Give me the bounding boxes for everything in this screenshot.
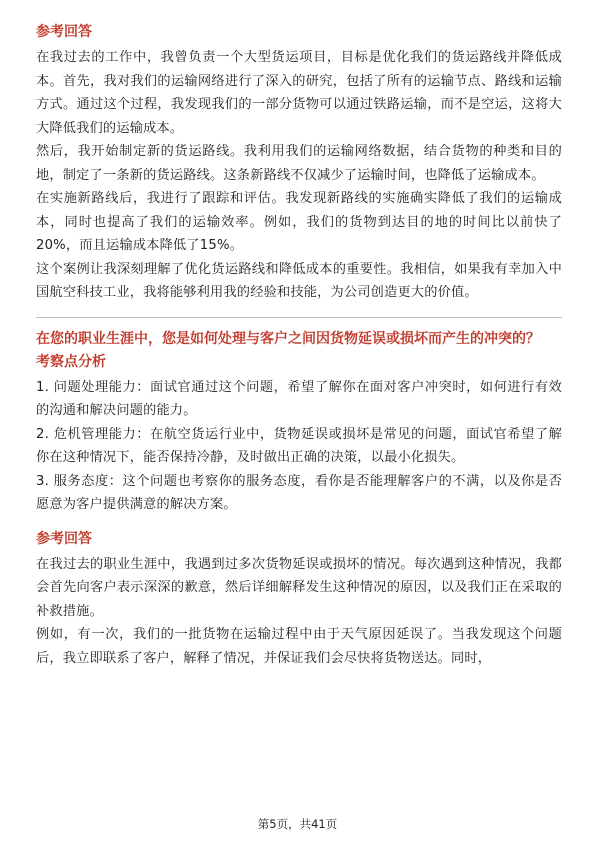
answer-paragraph: 在我过去的工作中，我曾负责一个大型货运项目，目标是优化我们的货运路线并降低成本。首先，我对我们的运输网络进行了深入的研究，包括了所有的运输节点、路线和运输方式。通过这个过程，我发现我们的一部分货物可以通过铁路运输，而不是空运，这将大大降低我们的运输成本。	[36, 50, 562, 136]
analysis-heading: 考察点分析	[36, 353, 106, 370]
page-content	[36, 22, 562, 670]
answer-paragraph: 这个案例让我深刻理解了优化货运路线和降低成本的重要性。我相信，如果我有幸加入中国航空科技工业，我将能够利用我的经验和技能，为公司创造更大的价值。	[36, 261, 562, 300]
interview-question: 在您的职业生涯中，您是如何处理与客户之间因货物延误或损坏而产生的冲突的？	[36, 330, 540, 347]
analysis-item: 3. 服务态度：这个问题也考察你的服务态度，看你是否能理解客户的不满，以及你是否愿意为客户提供满意的解决方案。	[36, 473, 562, 512]
answer-paragraph: 在实施新路线后，我进行了跟踪和评估。我发现新路线的实施确实降低了我们的运输成本，同时也提高了我们的运输效率。例如，我们的货物到达目的地的时间比以前快了20%，而且运输成本降低了15%。	[36, 191, 562, 253]
spacer	[36, 517, 562, 529]
analysis-item: 2. 危机管理能力：在航空货运行业中，货物延误或损坏是常见的问题，面试官希望了解你在这种情况下，能否保持冷静，及时做出正确的决策，以最小化损失。	[36, 426, 562, 465]
answer-paragraph: 然后，我开始制定新的货运路线。我利用我们的运输网络数据，结合货物的种类和目的地，制定了一条新的货运路线。这条新路线不仅减少了运输时间，也降低了运输成本。	[36, 144, 562, 183]
answer-paragraph: 在我过去的职业生涯中，我遇到过多次货物延误或损坏的情况。每次遇到这种情况，我都会首先向客户表示深深的歉意，然后详细解释发生这种情况的原因，以及我们正在采取的补救措施。	[36, 556, 562, 619]
reference-answer-heading: 参考回答	[36, 530, 92, 547]
reference-answer-heading: 参考回答	[36, 24, 92, 40]
analysis-item: 1. 问题处理能力：面试官通过这个问题，希望了解你在面对客户冲突时，如何进行有效的沟通和解决问题的能力。	[36, 379, 562, 418]
answer-paragraph: 例如，有一次，我们的一批货物在运输过程中由于天气原因延误了。当我发现这个问题后，我立即联系了客户，解释了情况，并保证我们会尽快将货物送达。同时，	[36, 627, 562, 666]
page-number: 第5页，共41页	[257, 817, 338, 831]
section-divider	[36, 317, 562, 318]
